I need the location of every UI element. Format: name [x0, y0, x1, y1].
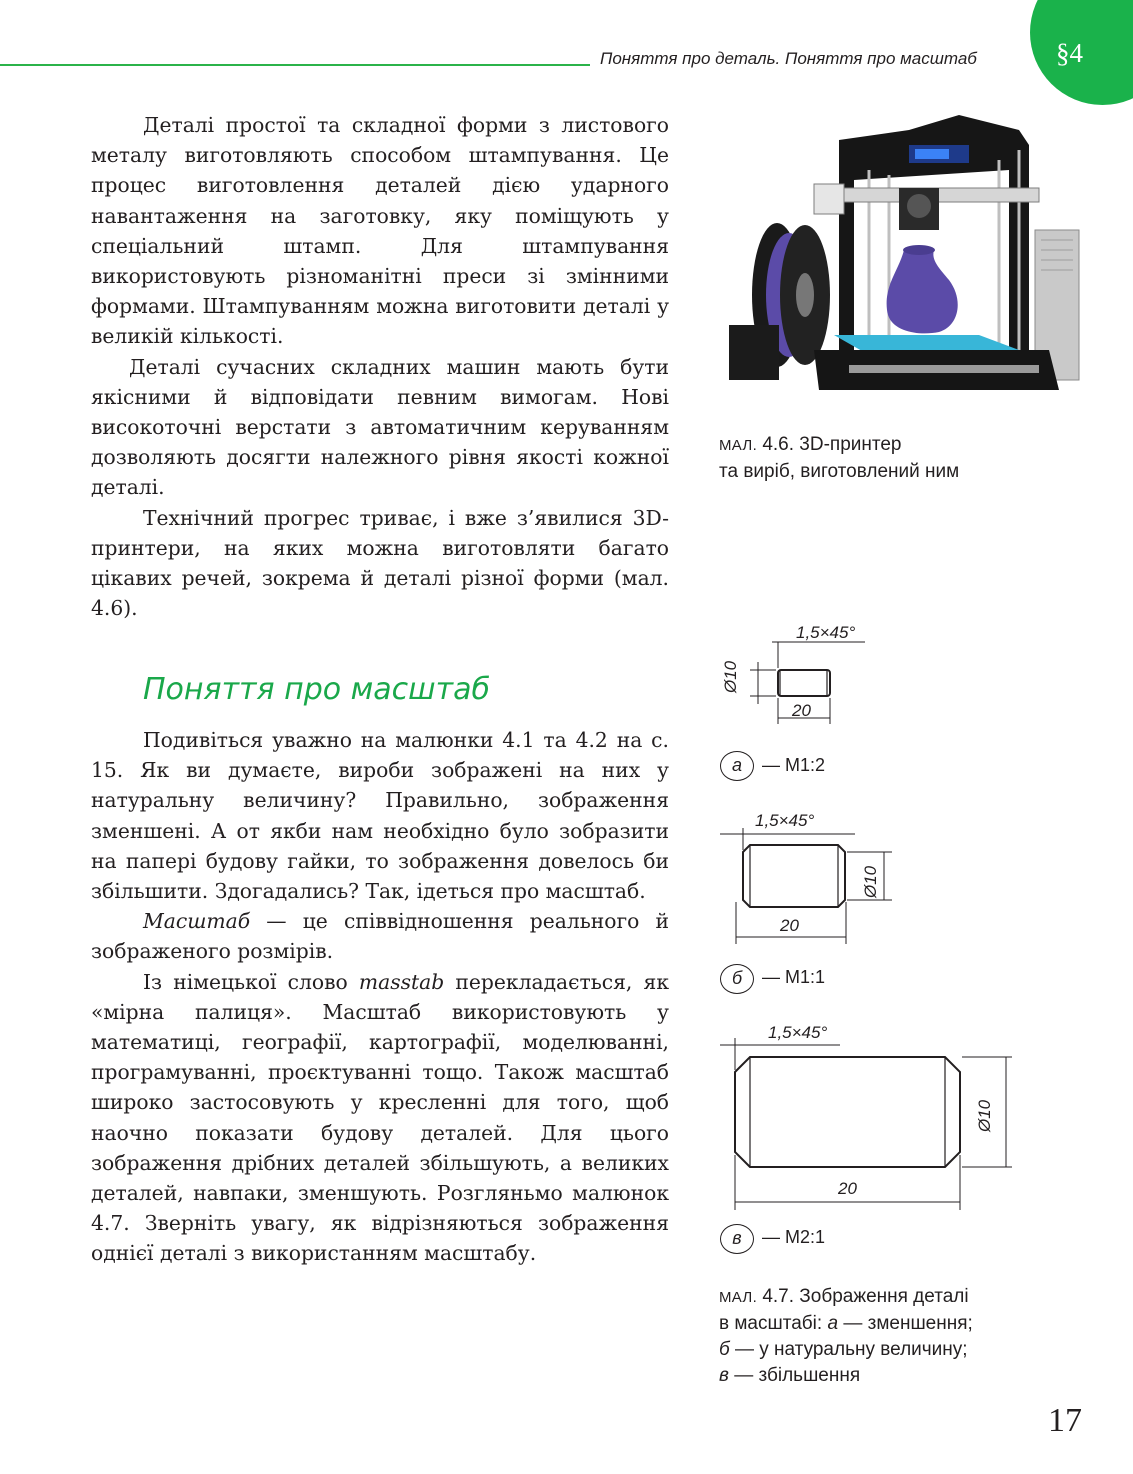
caption-4-7-text-2c: — зменшення;: [838, 1313, 973, 1334]
header-rule: [0, 64, 590, 66]
printer-image: [719, 110, 1081, 400]
figure-4-7v-drawing: [700, 1010, 1020, 1215]
label-a-circle: а: [720, 751, 754, 781]
caption-4-6-line-1: [719, 432, 959, 459]
caption-4-7-text-3b: — у натуральну величину;: [729, 1339, 968, 1360]
running-header: Поняття про деталь. Поняття про масштаб: [600, 49, 977, 68]
caption-4-7-letter-b: б: [719, 1339, 730, 1360]
figure-4-7a-drawing: [700, 618, 1020, 738]
masstab-text-a: Із німецької слово: [143, 969, 359, 994]
figure-label-47: МАЛ.: [719, 1289, 758, 1306]
section-number: §4: [1056, 38, 1083, 68]
part-drawing-small: [700, 618, 1020, 738]
chamfer-label-a: 1,5×45°: [796, 623, 856, 642]
caption-4-7-letter-v: в: [719, 1365, 729, 1386]
scale-m1-2: — М1:2: [762, 755, 826, 775]
caption-4-7-text-4b: — збільшення: [728, 1365, 861, 1386]
caption-4-7-line-3: [719, 1337, 973, 1363]
figure-4-7-caption: [719, 1284, 973, 1389]
section-heading: Поняття про масштаб: [143, 672, 490, 707]
paragraph-3d-printers: Технічний прогрес триває, і вже з’явилися 3D-принтери, на яких можна виготовляти багато цікавих речей, зокрема й деталі різної форми (мал. 4.6).: [91, 505, 669, 621]
text-block-1: [91, 110, 669, 623]
term-scale: Масштаб: [143, 909, 251, 934]
caption-4-7-text-2a: в масштабі:: [719, 1313, 828, 1334]
3d-printer-illustration: [719, 110, 1081, 400]
label-b-circle: б: [720, 964, 754, 994]
caption-4-6-text-a: 4.6. 3D-принтер: [757, 434, 902, 455]
diameter-label-v: Ø10: [975, 1099, 994, 1132]
paragraph-stamping: Деталі простої та складної форми з листового металу виготовляють способом штампування. Це процес виготовлення деталей дією ударного навантаження на заготовку, яку поміщують у спеціальний штамп. Для штампування використовують різноманітні преси зі змінними формами. Штампуванням можна виготовити деталі у великій кількості.: [91, 113, 669, 349]
part-drawing-large: [700, 1010, 1020, 1215]
caption-4-7-text-1: 4.7. Зображення деталі: [757, 1286, 969, 1307]
chamfer-label-b: 1,5×45°: [755, 811, 815, 830]
caption-4-7-line-1: [719, 1284, 973, 1311]
length-label-b: 20: [780, 916, 799, 935]
text-block-2: [91, 725, 669, 1269]
figure-4-7b-drawing: [700, 800, 1020, 950]
diameter-label-b: Ø10: [861, 865, 880, 898]
paragraph-scale-definition: [91, 906, 669, 966]
paragraph-quality: Деталі сучасних складних машин мають бути якісними й відповідати певним вимогам. Нові високоточні верстати з автоматичним керуванням дозволяють досягти належного рівня якості кожної деталі.: [91, 354, 669, 500]
length-label-a: 20: [792, 701, 811, 720]
masstab-text-b: перекладається, як «мірна палиця». Масштаб використовують у математиці, географії, картографії, моделюванні, програмуванні, проєктуванні тощо. Також масштаб широко застосовують у кресленні для того, щоб наочно показати будову деталей. Для цього зображення дрібних деталей збільшують, а великих деталей, навпаки, зменшують. Розгляньмо малюнок 4.7. Зверніть увагу, як відрізняються зображення однієї деталі з використанням масштабу.: [91, 969, 669, 1266]
diameter-label-a: Ø10: [721, 660, 740, 693]
caption-4-7-line-2: [719, 1311, 973, 1337]
page-number: 17: [1048, 1402, 1082, 1439]
caption-4-7-letter-a: а: [827, 1313, 839, 1334]
figure-label: МАЛ.: [719, 437, 758, 454]
part-drawing-medium: [700, 800, 1020, 950]
definition-text: — це співвідношення реального й зображеного розмірів.: [91, 909, 669, 964]
label-v-circle: в: [720, 1224, 754, 1254]
paragraph-scale-intro: Подивіться уважно на малюнки 4.1 та 4.2 на с. 15. Як ви думаєте, вироби зображені на них у натуральну величину? Правильно, зображення зменшені. А от якби нам необхідно було зобразити на папері будову гайки, то зображення довелось би збільшити. Здогадались? Так, ідеться про масштаб.: [91, 728, 669, 904]
paragraph-masstab: [91, 967, 669, 1269]
length-label-v: 20: [838, 1179, 857, 1198]
caption-4-6-line-2: та виріб, виготовлений ним: [719, 461, 960, 482]
scale-m1-1: — М1:1: [762, 967, 826, 987]
term-masstab: masstab: [358, 969, 445, 994]
figure-4-6-caption: [719, 432, 959, 485]
caption-4-7-line-4: [719, 1363, 973, 1389]
chamfer-label-v: 1,5×45°: [768, 1023, 828, 1042]
scale-m2-1: — М2:1: [762, 1227, 826, 1247]
